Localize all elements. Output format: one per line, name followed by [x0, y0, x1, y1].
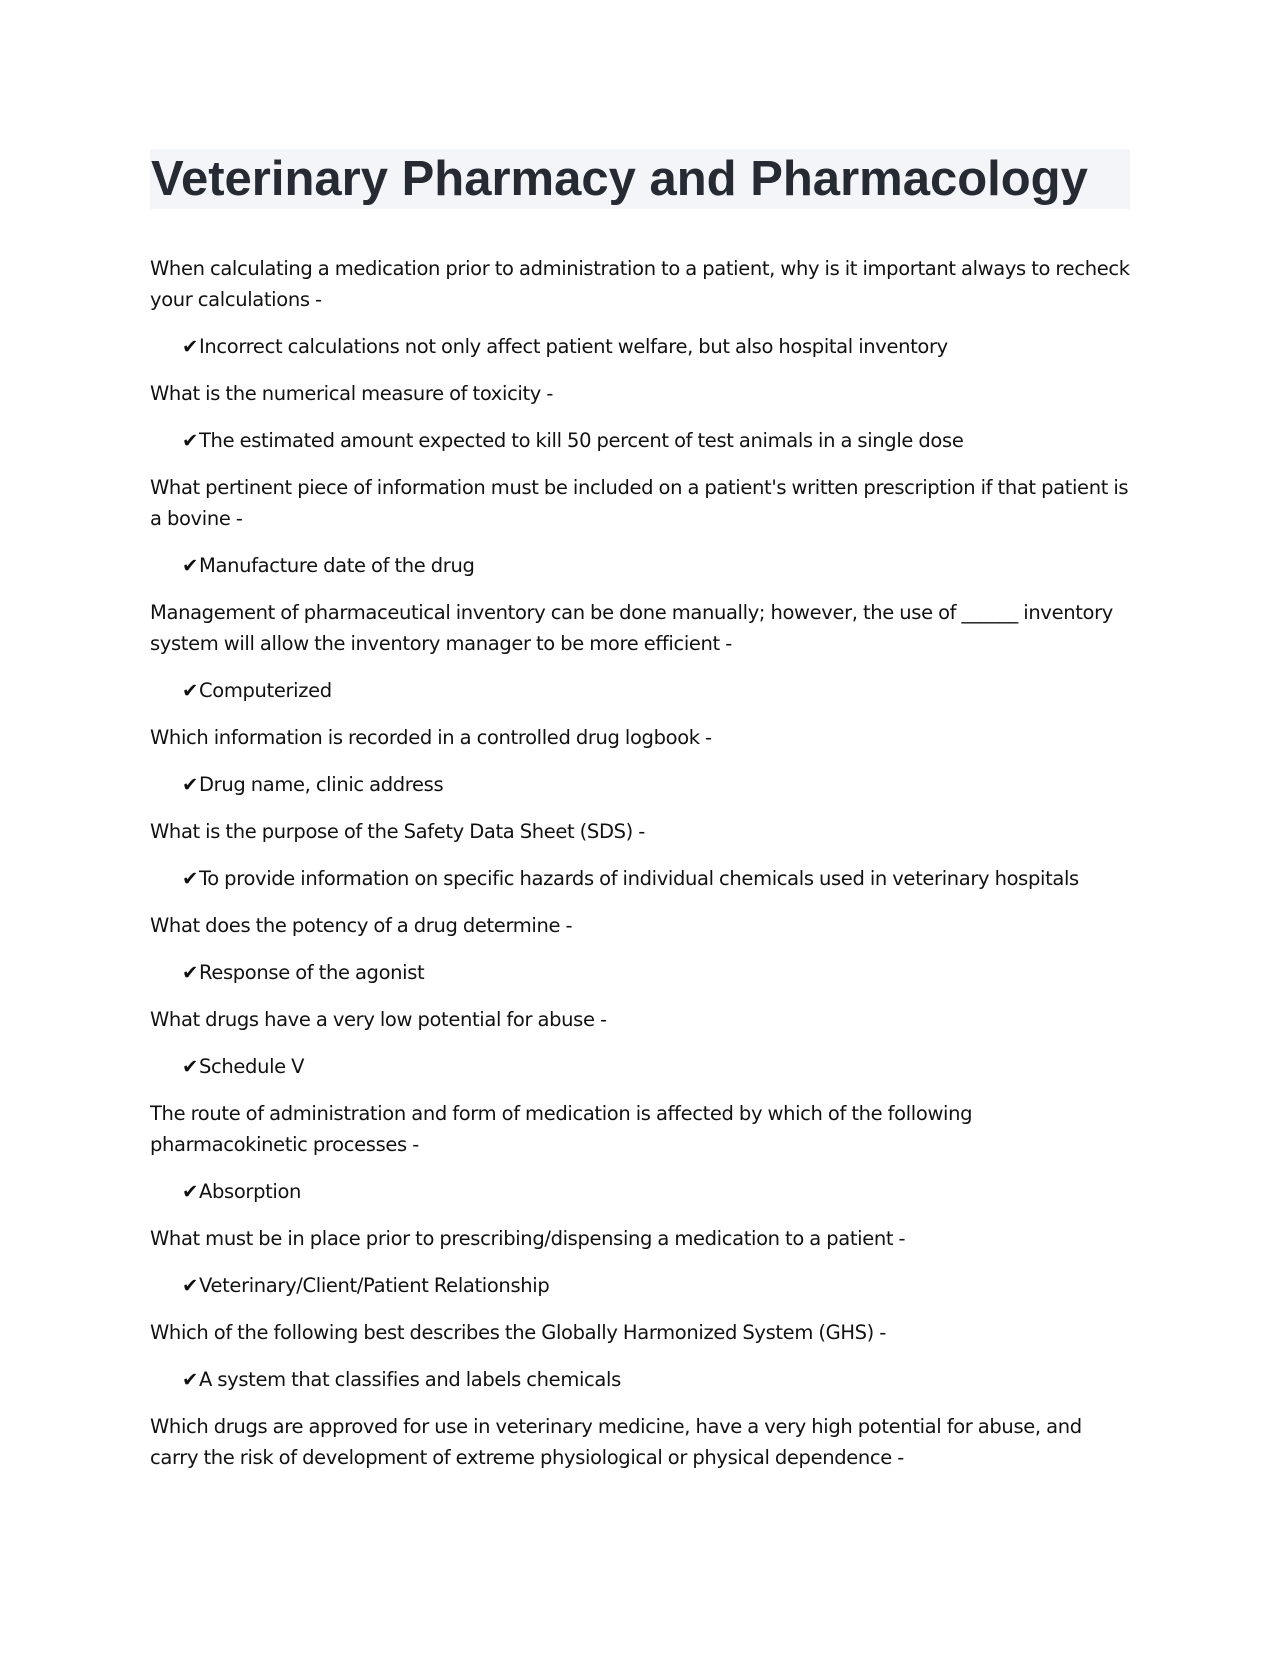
checkmark-icon: ✔: [182, 1368, 198, 1391]
checkmark-icon: ✔: [182, 554, 198, 577]
answer-text: [182, 1176, 1130, 1207]
qa-item: [150, 1098, 1130, 1207]
qa-item: [150, 378, 1130, 456]
answer-label: Computerized: [199, 679, 332, 702]
answer-text: [182, 1364, 1130, 1395]
qa-item: [150, 816, 1130, 894]
question-text: What is the numerical measure of toxicity -: [150, 382, 554, 405]
answer-text: [182, 1270, 1130, 1301]
answer-label: Response of the agonist: [199, 961, 425, 984]
qa-item: [150, 472, 1130, 581]
qa-item: [150, 722, 1130, 800]
question-text: The route of administration and form of medication is affected by which of the following pharmacokinetic processes -: [150, 1102, 973, 1156]
checkmark-icon: ✔: [182, 335, 198, 358]
qa-item: [150, 1004, 1130, 1082]
question-text: Management of pharmaceutical inventory can be done manually; however, the use of ______ inventory system will allow the inventory manager to be more efficient -: [150, 601, 1113, 655]
answer-text: [182, 1051, 1130, 1082]
question-text: When calculating a medication prior to administration to a patient, why is it important always to recheck your calculations -: [150, 257, 1130, 311]
qa-item: [150, 1223, 1130, 1301]
title-highlight: [150, 149, 1130, 209]
question-text: What is the purpose of the Safety Data Sheet (SDS) -: [150, 820, 645, 843]
answer-label: Manufacture date of the drug: [199, 554, 475, 577]
answer-label: A system that classifies and labels chemicals: [199, 1368, 621, 1391]
qa-item: [150, 1411, 1130, 1473]
checkmark-icon: ✔: [182, 773, 198, 796]
question-text: What pertinent piece of information must be included on a patient's written prescription if that patient is a bovine -: [150, 476, 1129, 530]
qa-item: [150, 910, 1130, 988]
question-text: What does the potency of a drug determine -: [150, 914, 573, 937]
answer-text: [182, 769, 1130, 800]
checkmark-icon: ✔: [182, 429, 198, 452]
question-text: Which drugs are approved for use in veterinary medicine, have a very high potential for abuse, and carry the risk of development of extreme physiological or physical dependence -: [150, 1415, 1082, 1469]
answer-label: To provide information on specific hazards of individual chemicals used in veterinary hospitals: [199, 867, 1079, 890]
question-text: Which of the following best describes the Globally Harmonized System (GHS) -: [150, 1321, 886, 1344]
checkmark-icon: ✔: [182, 867, 198, 890]
answer-label: Veterinary/Client/Patient Relationship: [199, 1274, 550, 1297]
qa-item: [150, 1317, 1130, 1395]
checkmark-icon: ✔: [182, 1274, 198, 1297]
question-text: What must be in place prior to prescribing/dispensing a medication to a patient -: [150, 1227, 906, 1250]
answer-text: [182, 331, 1130, 362]
checkmark-icon: ✔: [182, 679, 198, 702]
document-page: [150, 149, 1130, 1473]
answer-text: [182, 550, 1130, 581]
answer-text: [182, 675, 1130, 706]
qa-item: [150, 253, 1130, 362]
answer-label: Schedule V: [199, 1055, 305, 1078]
question-text: What drugs have a very low potential for abuse -: [150, 1008, 607, 1031]
answer-label: The estimated amount expected to kill 50 percent of test animals in a single dose: [199, 429, 964, 452]
answer-text: [182, 863, 1130, 894]
answer-label: Drug name, clinic address: [199, 773, 444, 796]
answer-text: [182, 957, 1130, 988]
page-title: Veterinary Pharmacy and Pharmacology: [151, 152, 1088, 206]
checkmark-icon: ✔: [182, 961, 198, 984]
qa-list: [150, 253, 1130, 1473]
answer-label: Absorption: [199, 1180, 302, 1203]
question-text: Which information is recorded in a controlled drug logbook -: [150, 726, 712, 749]
checkmark-icon: ✔: [182, 1055, 198, 1078]
qa-item: [150, 597, 1130, 706]
answer-label: Incorrect calculations not only affect patient welfare, but also hospital inventory: [199, 335, 948, 358]
checkmark-icon: ✔: [182, 1180, 198, 1203]
answer-text: [182, 425, 1130, 456]
